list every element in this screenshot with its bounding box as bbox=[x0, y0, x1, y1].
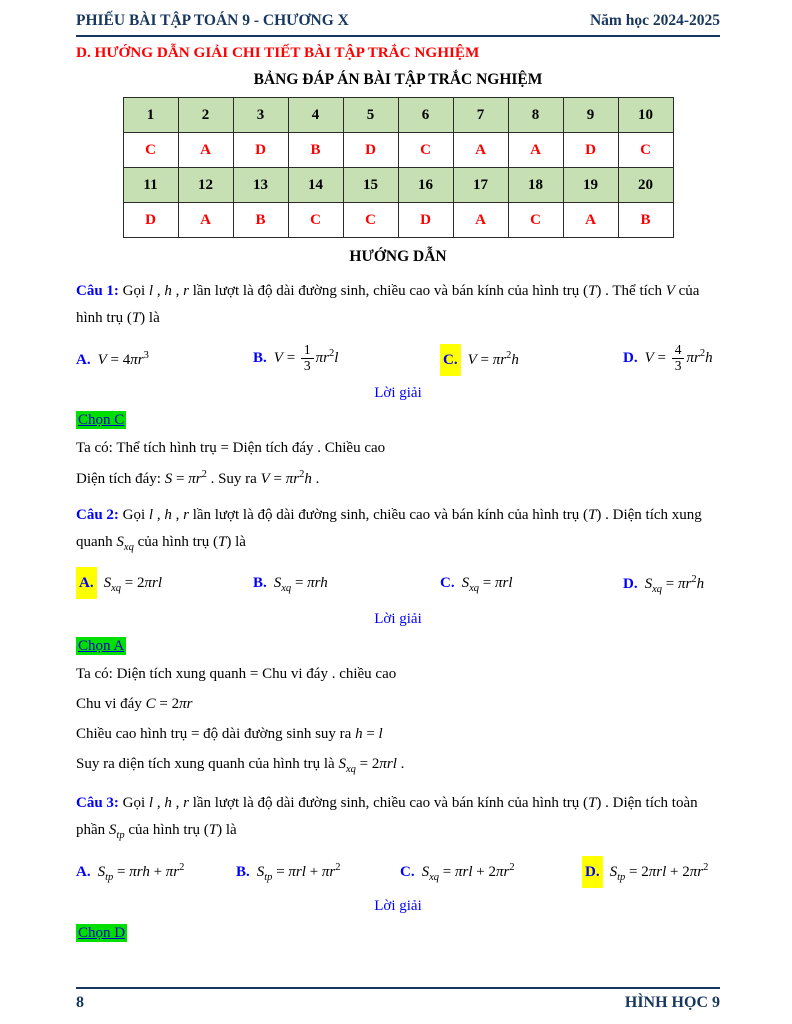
answer-key-table bbox=[123, 97, 674, 238]
chosen-answer-2 bbox=[76, 638, 720, 655]
question-1-body: Gọi l , h , r lần lượt là độ dài đường sinh, chiều cao và bán kính của hình trụ (T) . Thể tích V của hình trụ (T) là bbox=[76, 283, 700, 326]
solution-line: Ta có: Diện tích xung quanh = Chu vi đáy . chiều cao bbox=[76, 665, 397, 682]
option-b-label: B. bbox=[253, 575, 267, 592]
question-2-options bbox=[76, 565, 720, 605]
answer-cell: 15 bbox=[343, 168, 398, 203]
option-a-formula: $S_{tp} = \pi rh + \pi r^2$ bbox=[97, 861, 185, 883]
question-1-label: Câu 1: bbox=[76, 283, 119, 299]
option-b-label: B. bbox=[253, 350, 267, 367]
answer-cell: D bbox=[123, 203, 178, 238]
table-row-numbers-1-10 bbox=[123, 98, 673, 133]
answer-cell: A bbox=[453, 133, 508, 168]
answer-cell: C bbox=[123, 133, 178, 168]
question-3-text bbox=[76, 790, 720, 846]
page-number: 8 bbox=[76, 994, 84, 1011]
option-a-formula: $V = 4\pi r^3$ bbox=[97, 349, 149, 368]
answer-cell: 9 bbox=[563, 98, 618, 133]
answer-cell: 2 bbox=[178, 98, 233, 133]
answer-cell: 16 bbox=[398, 168, 453, 203]
answer-cell: A bbox=[178, 133, 233, 168]
solution-line: Ta có: Thể tích hình trụ = Diện tích đáy . Chiều cao bbox=[76, 440, 386, 456]
option-d-label: D. bbox=[623, 576, 638, 593]
page-footer bbox=[76, 987, 720, 1012]
question-2-body: Gọi l , h , r lần lượt là độ dài đường sinh, chiều cao và bán kính của hình trụ (T) . Diện tích xung quanh $S_{xq}$ của hình trụ (T) là bbox=[76, 507, 702, 553]
answer-table-title: BẢNG ĐÁP ÁN BÀI TẬP TRẮC NGHIỆM bbox=[253, 71, 543, 88]
answer-cell: C bbox=[618, 133, 673, 168]
option-c-label: C. bbox=[400, 863, 415, 880]
answer-cell: 1 bbox=[123, 98, 178, 133]
option-d-label: D. bbox=[623, 350, 638, 367]
option-c-formula: $V = \pi r^2h$ bbox=[467, 349, 519, 368]
option-a-label: A. bbox=[76, 863, 91, 880]
answer-cell: B bbox=[233, 203, 288, 238]
question-3 bbox=[76, 790, 720, 943]
option-b-label: B. bbox=[236, 863, 250, 880]
chosen-answer-3 bbox=[76, 925, 720, 942]
option-c bbox=[400, 862, 582, 883]
chosen-answer-3-highlight: Chọn D bbox=[78, 925, 126, 942]
option-a bbox=[76, 575, 253, 594]
answer-cell: 12 bbox=[178, 168, 233, 203]
solution-line: Diện tích đáy: $S = \pi r^2$ . Suy ra $V = \pi r^2h$ . bbox=[76, 469, 320, 487]
question-2 bbox=[76, 502, 720, 778]
chosen-answer-1 bbox=[76, 412, 720, 429]
option-d-formula: V = $\frac{4}{3}$ $\pi r^2h$ bbox=[644, 342, 713, 373]
option-b-formula: V = $\frac{1}{3}$ $\pi r^2l$ bbox=[273, 342, 339, 373]
answer-cell: 18 bbox=[508, 168, 563, 203]
option-a-label: A. bbox=[76, 351, 91, 368]
question-2-text bbox=[76, 502, 720, 558]
solution-line: Chiều cao hình trụ = độ dài đường sinh suy ra h = l bbox=[76, 725, 383, 742]
table-row-answers-1-10 bbox=[123, 133, 673, 168]
option-b-formula: $S_{xq} = \pi rh$ bbox=[273, 575, 328, 595]
option-a bbox=[76, 350, 253, 369]
question-3-label: Câu 3: bbox=[76, 794, 119, 811]
option-c-formula: $S_{xq} = \pi rl$ bbox=[461, 575, 513, 595]
answer-cell: A bbox=[178, 203, 233, 238]
table-row-numbers-11-20 bbox=[123, 168, 673, 203]
answer-cell: A bbox=[508, 133, 563, 168]
option-d-label-correct-highlight: D. bbox=[582, 856, 603, 888]
answer-cell: A bbox=[563, 203, 618, 238]
answer-cell: D bbox=[563, 133, 618, 168]
option-d bbox=[623, 343, 720, 374]
answer-cell: 5 bbox=[343, 98, 398, 133]
option-b-formula: $S_{tp} = \pi rl + \pi r^2$ bbox=[256, 861, 341, 883]
option-b bbox=[236, 862, 400, 883]
answer-cell: D bbox=[398, 203, 453, 238]
option-c bbox=[440, 350, 623, 369]
answer-cell: A bbox=[453, 203, 508, 238]
guide-title: HƯỚNG DẪN bbox=[349, 248, 447, 265]
option-d-formula: $S_{tp} = 2\pi rl + 2\pi r^2$ bbox=[609, 861, 709, 883]
question-1-text bbox=[76, 278, 720, 332]
option-c-label: C. bbox=[440, 575, 455, 592]
answer-cell: 13 bbox=[233, 168, 288, 203]
option-a-label-correct-highlight: A. bbox=[76, 567, 97, 599]
chosen-answer-2-highlight: Chọn A bbox=[78, 637, 125, 654]
answer-cell: B bbox=[288, 133, 343, 168]
answer-cell: 19 bbox=[563, 168, 618, 203]
solution-line: Chu vi đáy C = 2πr bbox=[76, 695, 193, 712]
option-d bbox=[582, 862, 720, 883]
answer-cell: 8 bbox=[508, 98, 563, 133]
answer-cell: 17 bbox=[453, 168, 508, 203]
answer-cell: C bbox=[288, 203, 343, 238]
document-title: PHIẾU BÀI TẬP TOÁN 9 - CHƯƠNG X bbox=[76, 12, 349, 29]
solution-heading: Lời giải bbox=[374, 610, 422, 627]
answer-cell: 4 bbox=[288, 98, 343, 133]
question-1 bbox=[76, 278, 720, 490]
school-year: Năm học 2024-2025 bbox=[589, 12, 720, 29]
answer-cell: 11 bbox=[123, 168, 178, 203]
option-c bbox=[440, 575, 623, 594]
answer-cell: C bbox=[508, 203, 563, 238]
answer-cell: 7 bbox=[453, 98, 508, 133]
solution-heading: Lời giải bbox=[374, 385, 422, 401]
answer-cell: B bbox=[618, 203, 673, 238]
page-header bbox=[76, 12, 720, 37]
option-b bbox=[253, 575, 440, 594]
option-c-formula: $S_{xq} = \pi rl + 2\pi r^2$ bbox=[421, 861, 515, 883]
table-row-answers-11-20 bbox=[123, 203, 673, 238]
question-3-options bbox=[76, 852, 720, 892]
option-a bbox=[76, 862, 236, 883]
question-2-label: Câu 2: bbox=[76, 507, 119, 523]
option-b bbox=[253, 343, 440, 374]
answer-cell: 20 bbox=[618, 168, 673, 203]
answer-cell: 3 bbox=[233, 98, 288, 133]
option-d-formula: $S_{xq} = \pi r^2h$ bbox=[644, 574, 705, 596]
answer-cell: C bbox=[343, 203, 398, 238]
answer-cell: 6 bbox=[398, 98, 453, 133]
answer-cell: D bbox=[343, 133, 398, 168]
question-1-options bbox=[76, 339, 720, 379]
option-a-formula: $S_{xq} = 2\pi rl$ bbox=[103, 575, 163, 595]
option-c-label-correct-highlight: C. bbox=[440, 344, 461, 376]
option-d bbox=[623, 574, 720, 595]
chosen-answer-1-highlight: Chọn C bbox=[78, 412, 125, 428]
answer-cell: C bbox=[398, 133, 453, 168]
answer-cell: D bbox=[233, 133, 288, 168]
solution-line: Suy ra diện tích xung quanh của hình trụ là $S_{xq} = 2\pi rl$ . bbox=[76, 755, 405, 775]
section-d-title: D. HƯỚNG DẪN GIẢI CHI TIẾT BÀI TẬP TRẮC NGHIỆM bbox=[76, 44, 480, 61]
question-3-body: Gọi l , h , r lần lượt là độ dài đường sinh, chiều cao và bán kính của hình trụ (T) . Diện tích toàn phần $S_{tp}$ của hình trụ (T) là bbox=[76, 794, 698, 841]
solution-heading: Lời giải bbox=[374, 898, 422, 915]
answer-cell: 14 bbox=[288, 168, 343, 203]
answer-cell: 10 bbox=[618, 98, 673, 133]
footer-book-title: HÌNH HỌC 9 bbox=[624, 994, 720, 1011]
